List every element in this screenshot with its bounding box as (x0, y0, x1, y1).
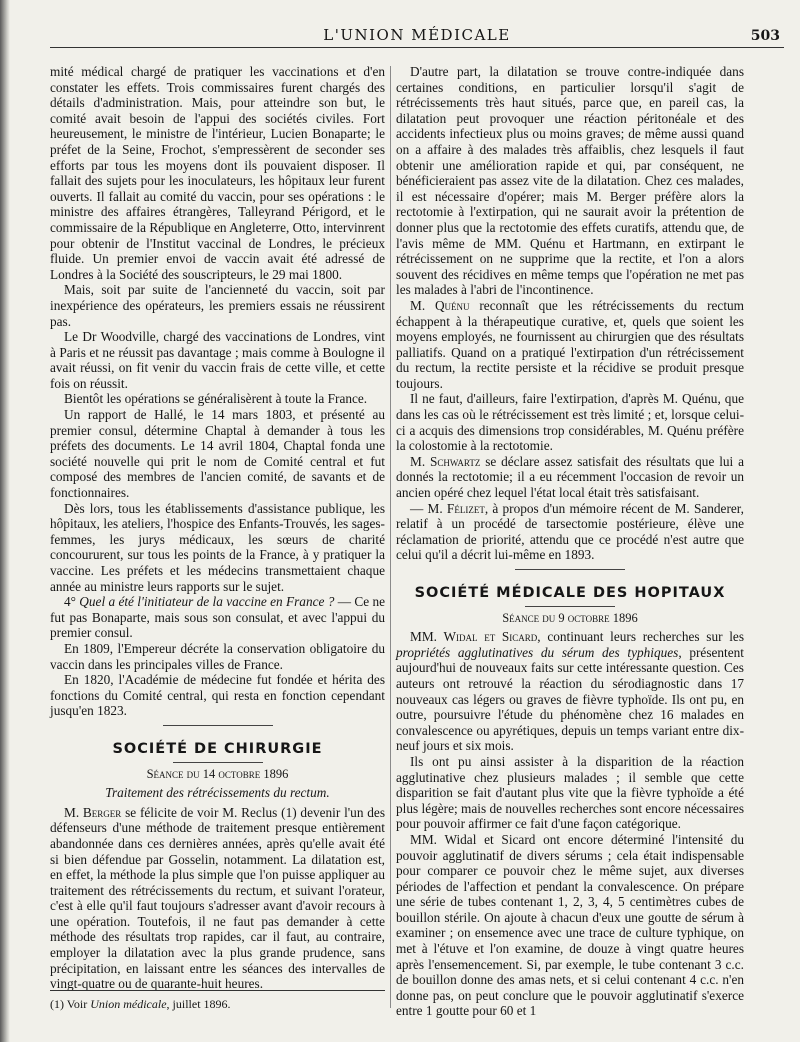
speaker-name: M. Schwartz (410, 453, 481, 469)
paragraph: En 1809, l'Empereur décréte la conservation obligatoire du vaccin dans les principales villes de France. (50, 640, 385, 672)
paragraph: Le Dr Woodville, chargé des vaccinations de Londres, vint à Paris et ne réussit pas davantage ; mais comme à Boulogne il avait réussi, on fit venir du vaccin frais de cette ville, et cette fois on réussit. (50, 329, 385, 391)
speaker-name: M. Berger (64, 804, 122, 820)
text-run: se déclare assez satisfait des résultats que lui a donnés la rectotomie; il a eu récemment l'occasion de revoir un ancien opéré chez lequel l'état local était très satisfaisant. (396, 453, 744, 501)
text-run: (1) Voir (50, 997, 91, 1011)
paragraph: Dès lors, tous les établissements d'assistance publique, les hôpitaux, les ateliers, l'hospice des Enfants-Trouvés, les sages-femmes, les jurys médicaux, les sœurs de charité concoururent, sur tous les points de la France, à y pratiquer la vaccine. Les préfets et les médecins transmettaient chaque année au ministre leurs rapports sur le sujet. (50, 500, 385, 594)
paragraph: Bientôt les opérations se généralisèrent à toute la France. (64, 391, 368, 407)
paragraph: Mais, soit par suite de l'ancienneté du vaccin, soit par inexpérience des opérateurs, les premiers essais ne réussirent pas. (50, 282, 385, 329)
speaker-name: MM. Widal et Sicard (410, 629, 538, 645)
paragraph: mité médical chargé de pratiquer les vaccinations et d'en constater les effets. Trois commissaires furent chargés des détails d'administration. Mais, pour atteindre son but, le comité avait besoin de l'appui des sociétés civiles. Fort heureusement, le ministre de l'intérieur, Lucien Bonaparte; le préfet de la Seine, Frochot, s'empressèrent de seconder ses efforts par tous les moyens dont ils pouvaient disposer. Il fallait des sujets pour les inoculateurs, les hôpitaux leur furent ouverts. Il fallait au comité du vaccin, pour ses opérations : le ministre des affaires étrangères, Talleyrand Périgord, et le commissaire de la République en Angleterre, Otto, intervinrent pour obtenir de l'Institut vaccinal de Londres, le précieux fluide. Un premier envoi de vaccin avait été adressé de Londres à la Société des souscripteurs, le 29 mai 1800. (50, 64, 385, 282)
text-run: — (410, 500, 428, 516)
italic-question: Quel a été l'initiateur de la vaccine en France ? (79, 594, 335, 610)
speaker-name: M. Félizet (427, 500, 485, 516)
paragraph: D'autre part, la dilatation se trouve contre-indiquée dans certaines conditions, en particulier lorsqu'il s'agit de rétrécissements très haut situés, parce que, en pareil cas, la dilatation peut provoquer une réaction péritonéale et des accidents infectieux plus ou moins graves; de même aussi quand on a affaire à des malades très affaiblis, chez lesquels il faut obtenir une amélioration rapide et qui, par conséquent, ne bénéficieraient pas assez vite de la dilatation. Chez ces malades, il est nécessaire d'opérer; mais M. Berger préfère alors la rectotomie à l'extirpation, qui ne saurait avoir la prétention de donner plus que la rectotomie des effets curatifs, attendu que, de l'avis même de MM. Quénu et Hartmann, en extirpant le rétrécissement on ne supprime que la rectite, et l'on a alors souvent des récidives en même temps que l'opération ne met pas les malades à l'abri de l'incontinence. (396, 64, 744, 298)
text-run: reconnaît que les rétrécissements du rectum échappent à la thérapeutique curative, et, quels que soient les moyens employés, ne fournissent au chirurgien que des résultats palliatifs. Quand on a pratiqué l'extirpation d'un rétrécissement du rectum, la rectite persiste et la récidive se produit presque toujours. (396, 297, 745, 391)
paragraph (396, 298, 744, 392)
header-rule (50, 47, 784, 48)
paragraph (50, 594, 385, 641)
footnote (50, 990, 385, 1012)
subheading: Traitement des rétrécissements du rectum. (105, 785, 330, 801)
text-run: , juillet 1896. (166, 997, 231, 1011)
text-run: — Ce ne fut pas Bonaparte, mais sous son consulat, et avec l'appui du premier consul. (50, 594, 385, 641)
paragraph: Il ne faut, d'ailleurs, faire l'extirpation, d'après M. Quénu, que dans les cas où le rétrécissement est très limité ; et, lorsque celui-ci a acquis des dimensions trop considérables, M. Quénu préfère la colostomie à la rectotomie. (396, 391, 744, 454)
section-title: SOCIÉTÉ DE CHIRURGIE (112, 740, 323, 757)
speaker-name: M. Quénu (410, 297, 470, 313)
paragraph: En 1820, l'Académie de médecine fut fondée et hérita des fonctions du Comité central, qui resta en fonction cependant jusqu'en 1823. (50, 672, 385, 719)
column-divider (390, 66, 391, 1008)
paragraph (396, 454, 744, 501)
paragraph (396, 501, 744, 563)
paragraph: Un rapport de Hallé, le 14 mars 1803, et présenté au premier consul, détermine Chaptal à demander à tous les préfets des documents. Le 14 avril 1804, Chaptal fonda une société nouvelle qui prit le nom de Comité central et fut composé des membres de l'ancien comité, de savants et de fonctionnaires. (50, 407, 385, 501)
text-run: , à propos d'un mémoire récent de M. Sanderer, relatif à un procédé de tarsectomie postérieure, élève une réclamation de priorité, attendu que ce procédé n'est autre que celui qu'il a décrit lui-même en 1893. (396, 500, 745, 563)
right-column (396, 64, 745, 1019)
paragraph: MM. Widal et Sicard ont encore déterminé l'intensité du pouvoir agglutinatif de divers sérums ; cela était indispensable pour comparer ce pouvoir chez le même sujet, aux diverses périodes de l'affection et pendant la convalescence. On prépare une série de tubes contenant 1, 2, 3, 4, 5 centimètres cubes de bouillon stérile. On ajoute à chacun d'eux une goutte de sérum à examiner ; on ensemence avec une trace de culture typhique, on met à l'étuve et l'on examine, de douze à vingt quatre heures après l'ensemencement. Si, par exemple, le tube contenant 3 c.c. de bouillon donne des amas nets, et si celui contenant 4 c.c. n'en donne pas, on peut conclure que le pouvoir agglutinatif s'exerce entre 1 goutte pour 60 et 1 (396, 831, 744, 1019)
paragraph (396, 629, 744, 754)
paragraph (50, 805, 385, 992)
seance-date: Séance du 9 octobre 1896 (502, 610, 638, 625)
text-run: , continuant leurs recherches sur les (537, 629, 744, 645)
italic-topic: propriétés agglutinatives du sérum des typhiques (396, 644, 679, 660)
text-run: 4° (64, 594, 80, 610)
running-header (50, 22, 784, 48)
seance-date: Séance du 14 octobre 1896 (146, 766, 289, 781)
text-run: se félicite de voir M. Reclus (1) devenir l'un des défenseurs d'une méthode de traitement presque entièrement abandonnée dans ces dernières années, après qu'elle avait été si bien défendue par Gosselin, notamment. La dilatation est, en effet, la méthode la plus simple que l'on puisse appliquer au traitement des rétrécissements du rectum, et suivant l'orateur, c'est à elle qu'il faut toujours s'adresser avant d'avoir recours à une opération. Toutefois, il ne faut pas demander à cette méthode des résultats trop rapides, car il faut, au contraire, employer la dilatation avec la plus grande prudence, sans précipitation, en laissant entre les séances des intervalles de vingt-quatre ou de quarante-huit heures. (50, 804, 385, 992)
footnote-journal: Union médicale (90, 997, 167, 1011)
left-column (50, 64, 385, 1002)
section-divider (163, 725, 273, 726)
journal-title: L'UNION MÉDICALE (323, 26, 511, 44)
paragraph: Ils ont pu ainsi assister à la disparition de la réaction agglutinative chez plusieurs malades ; il semble que cette disparition se fait d'autant plus vite que la fièvre typhoïde a été plus légère; mais de nouvelles recherches sont encore nécessaires pour pouvoir affirmer ce fait d'une façon catégorique. (396, 753, 744, 832)
section-divider (515, 569, 625, 570)
section-title: SOCIÉTÉ MÉDICALE DES HOPITAUX (414, 585, 726, 601)
text-run: , présentent aujourd'hui de nouveaux faits sur cette intéressante question. Ces auteurs ont retrouvé la réaction du sérodiagnostic dans 17 nouveaux cas légers ou graves de fièvre typhoïde. Ils ont pu, en outre, poursuivre l'étude du phénomène chez 16 malades en convalescence ou apyrétiques, depuis un temps variant entre dix-neuf jours et six mois. (396, 644, 744, 754)
title-rule (525, 606, 615, 607)
title-rule (173, 762, 263, 763)
page-number: 503 (750, 28, 780, 44)
